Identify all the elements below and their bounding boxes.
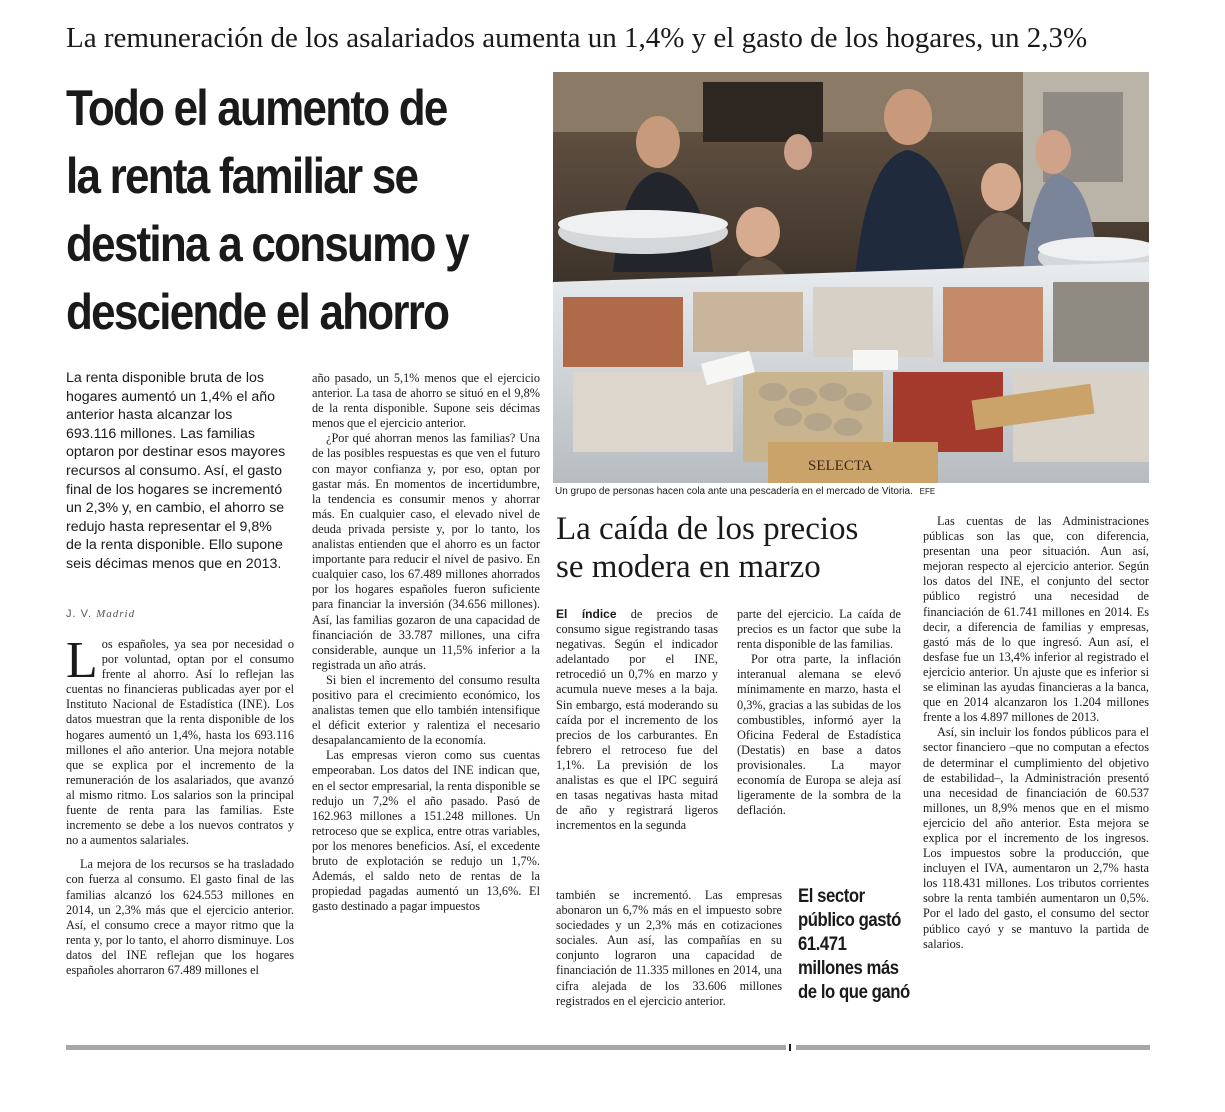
paragraph: también se incrementó. Las empresas abonaron un 6,7% más en el impuesto sobre sociedades y un 2,3% más en cotizaciones sociales. Aun así, las compañías en su conjunto lograron una capacidad de financiación de 11.335 millones en 2014, una cifra alejada de los 33.606 millones registrados en el ejercicio anterior. (556, 888, 782, 1008)
sidebar-column-1 (556, 607, 718, 833)
pullquote-line: público gastó (798, 910, 901, 931)
paragraph: La mejora de los recursos se ha trasladado con fuerza al consumo. El gasto final de las familias alcanzó los 624.553 millones en 2014, un 2,3% más que el ejercicio anterior. Así, el consumo crece a mayor ritmo que la renta y, por lo tanto, el ahorro disminuye. Los datos del INE reflejan que los hogares españoles ahorraron 67.489 millones el (66, 857, 294, 977)
selecta-sign: SELECTA (808, 458, 873, 474)
pullquote (798, 885, 910, 1005)
headline (66, 74, 488, 346)
sidebar-lead-bold: El índice (556, 607, 617, 621)
sidebar-title-line: La caída de los precios (556, 511, 859, 547)
paragraph: Las empresas vieron como sus cuentas empeoraban. Los datos del INE indican que, en el sector empresarial, la renta disponible se redujo un 7,2% el año pasado. Pasó de 162.963 millones a 151.248 millones. Un retroceso que se explica, entre otras variables, por los menores beneficios. Así, el excedente bruto de explotación se redujo un 1,7%. Además, el saldo neto de rentas de la propiedad pagadas aumentó un 13,6%. El gasto destinado a pagar impuestos (312, 748, 540, 914)
article-column-5 (923, 514, 1149, 952)
byline (66, 608, 135, 620)
pullquote-line: 61.471 (798, 934, 847, 955)
article-column-2 (312, 371, 540, 914)
article-column-1 (66, 632, 294, 978)
sidebar-column-2 (737, 607, 901, 818)
byline-place: Madrid (96, 608, 136, 620)
paragraph: Si bien el incremento del consumo resulta positivo para el crecimiento económico, los analistas temen que ello también intensifique el déficit exterior y ralentiza el necesario desapalancamiento de la economía. (312, 672, 540, 748)
bottom-rule-left (66, 1045, 786, 1050)
sidebar-title-line: se modera en marzo (556, 549, 821, 585)
headline-line: Todo el aumento de (66, 80, 447, 136)
headline-line: desciende el ahorro (66, 284, 449, 340)
sidebar-title (556, 510, 858, 586)
pullquote-line: millones más (798, 958, 899, 979)
market-photo (553, 72, 1149, 483)
lead-paragraph: La renta disponible bruta de los hogares aumentó un 1,4% el año anterior hasta alcanzar los 693.116 millones. Las familias optaron por destinar esos mayores recursos al consumo. Así, el gasto final de los hogares se incrementó un 2,3% y, en cambio, el ahorro se redujo hasta representar el 9,8% de la renta disponible. Ello supone seis décimas menos que en 2013. (66, 370, 286, 572)
paragraph: año pasado, un 5,1% menos que el ejercicio anterior. La tasa de ahorro se situó en el 9,8% de la renta disponible. Supone seis décimas menos que el ejercicio anterior. (312, 371, 540, 431)
paragraph: Las cuentas de las Administraciones públicas son las que, con diferencia, presentan una peor situación. Aun así, mejoran respecto al ejercicio anterior. Según los datos del INE, el conjunto del sector público registró una necesidad de financiación de 61.741 millones en 2014. Es decir, a diferencia de familias y empresas, gastó más de lo que ingresó. Aun así, el desfase fue un 13,4% inferior al registrado el ejercicio anterior. Un ajuste que es inferior si se eliminan las ayudas financieras a la banca, que en 2014 alcanzaron los 1.204 millones frente a los 4.897 millones de 2013. (923, 514, 1149, 725)
headline-line: la renta familiar se (66, 148, 418, 204)
headline-line: destina a consumo y (66, 216, 468, 272)
paragraph: parte del ejercicio. La caída de precios es un factor que sube la renta disponible de las familias. (737, 607, 901, 652)
pullquote-line: El sector (798, 886, 865, 907)
photo-caption (555, 485, 935, 498)
paragraph: Así, sin incluir los fondos públicos para el sector financiero –que no computan a efectos de determinar el cumplimiento del objetivo de estabilidad–, la Administración presentó una necesidad de financiación de 60.537 millones, un 8,9% menos que en el mismo ejercicio del año anterior. Esta mejora se explica por el incremento de los ingresos. Los impuestos sobre la producción, que incluyen el IVA, aumentaron un 2,7% hasta los 118.431 millones. Los tributos corrientes sobre la renta también aumentaron un 0,5%. Por el lado del gasto, el consumo del sector público cayó y se mantuvo la partida de salarios. (923, 725, 1149, 951)
bottom-rule-right (796, 1045, 1150, 1050)
photo-credit: EFE (919, 487, 936, 496)
paragraph: de precios de consumo sigue registrando tasas negativas. Según el indicador adelantado por el INE, retrocedió un 0,7% en marzo y acumula nueve meses a la baja. Sin embargo, está moderando su caída por el incremento de los precios de los carburantes. En febrero el retroceso fue del 1,1%. La previsión de los analistas es que el IPC seguirá en tasas negativas hasta mitad de año y registrará ligeros incrementos en la segunda (556, 607, 718, 833)
byline-author: J. V. (66, 608, 92, 620)
paragraph: Por otra parte, la inflación interanual alemana se elevó mínimamente en marzo, hasta el 0,3%, gracias a las subidas de los combustibles, informó ayer la Oficina Federal de Estadística (Destatis) en base a datos provisionales. La mayor economía de Europa se aleja así ligeramente de la sombra de la deflación. (737, 652, 901, 818)
paragraph: os españoles, ya sea por necesidad o por voluntad, optan por el consumo frente al ahorro. Así lo reflejan las cuentas no financieras publicadas ayer por el Instituto Nacional de Estadística (INE). Los datos muestran que la renta disponible de los hogares aumentó un 1,4%, hasta los 693.116 millones el año anterior. Una mejora notable que se explica por el incremento de la remuneración de los asalariados, que avanzó al mismo ritmo. Los salarios son la principal fuente de renta para las familias. Este incremento se debe a los nuevos contratos y no a aumentos salariales. (66, 637, 294, 848)
dropcap: L (66, 632, 98, 689)
bottom-rule-tick (789, 1044, 791, 1051)
supertitle: La remuneración de los asalariados aumenta un 1,4% y el gasto de los hogares, un 2,3% (66, 22, 1088, 54)
caption-text: Un grupo de personas hacen cola ante una pescadería en el mercado de Vitoria. (555, 486, 913, 497)
article-column-3-cont (556, 888, 782, 1009)
paragraph: ¿Por qué ahorran menos las familias? Una de las posibles respuestas es que ven el futuro con mayor confianza y, por eso, optan por gastar más. En momentos de incertidumbre, la tendencia es consumir menos y ahorrar más. En cualquier caso, el elevado nivel de deuda privada persiste y, por lo tanto, los analistas entienden que el ahorro es un factor importante para reducir el nivel de pasivo. En cualquier caso, los 67.489 millones ahorrados por los hogares españoles fueron suficiente para financiar la inversión (34.656 millones). Así, las familias gozaron de una capacidad de financiación de 33.787 millones, una cifra considerable, aunque un 11,5% inferior a la registrada un año atrás. (312, 431, 540, 672)
pullquote-line: de lo que ganó (798, 982, 910, 1003)
